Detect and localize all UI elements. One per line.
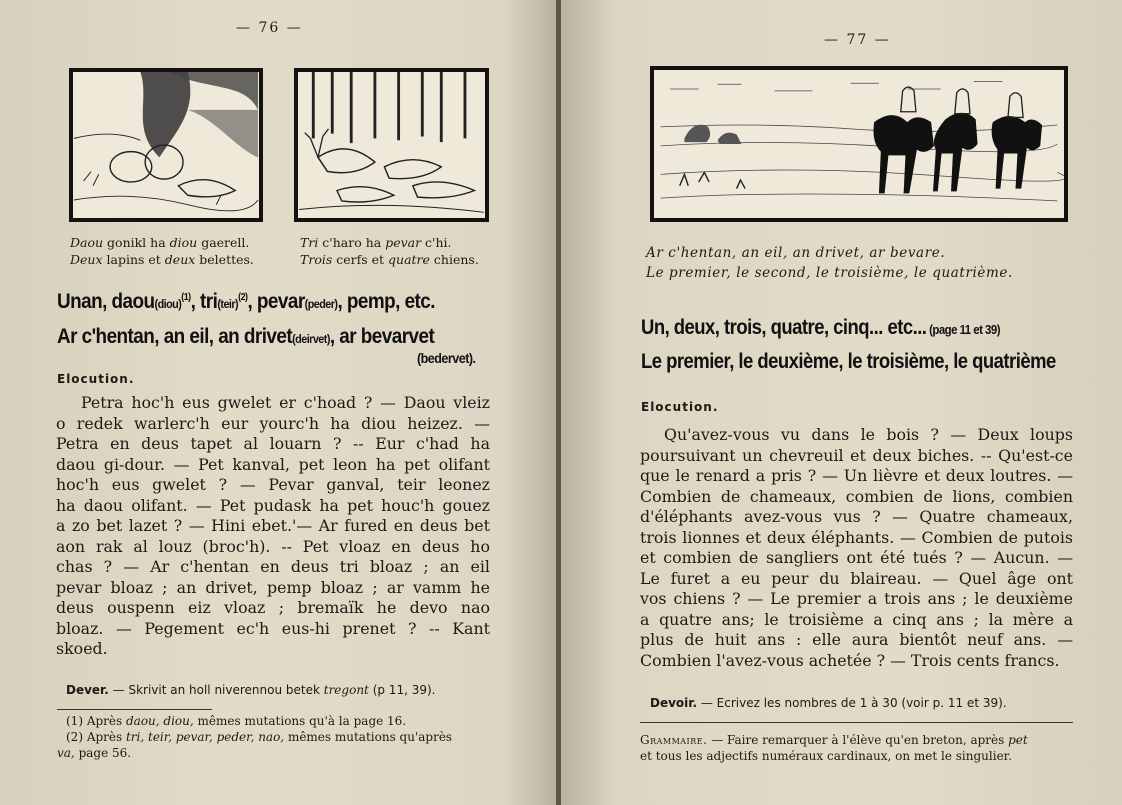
text-line: a zo bet lazet ? — Hini ebet.'— Ar fured en deus bet: [56, 516, 490, 535]
section-label-elocution-fr: Elocution.: [641, 400, 719, 414]
camels-desert-drawing: [654, 70, 1064, 218]
text-line: Combien l'avez-vous achetée ? — Trois cents francs.: [640, 650, 1060, 670]
heading-ordinals-breton: Ar c'hentan, an eil, an drivet(deirvet), ar bevarvet: [57, 325, 435, 348]
left-page: [0, 0, 558, 805]
caption-stags: Tri c'haro ha pevar c'hi. Trois cerfs et quatre chiens.: [300, 235, 479, 267]
page-number-76: — 76 —: [236, 20, 303, 36]
text-line: bloaz. — Pegement ec'h eus-hi prenet ? -- Kant: [56, 618, 490, 638]
text-line: hoc'h eus gwelet ? — Pevar ganval, teir leonez: [56, 475, 490, 494]
text-line: plus de huit ans : elle aura bientôt neuf ans. —: [640, 630, 1073, 649]
text-line: chas ? — Ar c'hentan en deus tri bloaz ; an eil: [56, 557, 490, 576]
elocution-text-french: [640, 425, 1073, 671]
footnote-1: (1) Après daou, diou, mêmes mutations qu'à la page 16.: [66, 714, 407, 728]
text-line: a quatre ans; le troisième a cinq ans ; la mère a: [640, 609, 1073, 629]
text-line: Qu'avez-vous vu dans le bois ? — Deux loups: [664, 425, 1073, 444]
right-page: [561, 0, 1122, 805]
text-line: Combien de chameaux, combien de lions, combien: [640, 486, 1073, 506]
text-line: o redek warlerc'h eur yourc'h ha diou heizez. —: [56, 413, 490, 433]
stags-dogs-drawing: [298, 72, 485, 218]
elocution-text-breton: [56, 393, 490, 660]
text-line: aon rak al louz (broc'h). -- Pet vloaz en deus ho: [56, 536, 490, 556]
heading-cardinals-breton: Unan, daou(diou)$^{(1)}$, tri(teir)$^{(2)}$, pevar(peder), pemp, etc.: [57, 290, 435, 313]
text-line: trois lionnes et deux éléphants. — Combien de putois: [640, 527, 1073, 547]
rabbits-weasels-illustration: [69, 68, 263, 222]
footnote-rule-right: [640, 722, 1073, 723]
exercise-dever: Dever. — Skrivit an holl niverennou betek tregont (p 11, 39).: [66, 683, 436, 697]
text-line: pevar bloaz ; an drivet, pemp bloaz ; ar vamm he: [56, 577, 490, 597]
section-label-elocution: Elocution.: [57, 372, 135, 386]
text-line: que le renard a pris ? — Un lièvre et deux loutres. —: [640, 466, 1073, 485]
grammar-note: Grammaire. — Faire remarquer à l'élève qu'en breton, après pet: [640, 733, 1028, 747]
heading-cardinals-french: Un, deux, trois, quatre, cinq... etc... (page 11 et 39): [641, 316, 1000, 339]
caption-camels-breton: Ar c'hentan, an eil, an drivet, ar bevare.: [646, 245, 946, 261]
text-line: Le furet a eu peur du blaireau. — Quel âge ont: [640, 568, 1073, 588]
camels-desert-illustration: [650, 66, 1068, 222]
caption-rabbits: Daou gonikl ha diou gaerell. Deux lapins et deux belettes.: [70, 235, 254, 267]
text-line: vos chiens ? — Le premier a trois ans ; le deuxième: [640, 589, 1073, 608]
exercise-devoir: Devoir. — Ecrivez les nombres de 1 à 30 (voir p. 11 et 39).: [650, 696, 1007, 710]
grammar-note-cont: et tous les adjectifs numéraux cardinaux, on met le singulier.: [640, 749, 1012, 763]
footnote-rule: [57, 709, 212, 710]
text-line: ha daou olifant. — Pet pudask ha pet houc'h gouez: [56, 495, 490, 515]
text-line: poursuivant un chevreuil et deux biches. -- Qu'est-ce: [640, 445, 1073, 465]
stags-dogs-illustration: [294, 68, 489, 222]
caption-camels-french: Le premier, le second, le troisième, le quatrième.: [646, 265, 1013, 281]
text-line: deus ouspenn eiz vloaz ; bremaïk he devo nao: [56, 598, 490, 617]
text-line: Petra en deus tapet al louarn ? -- Eur c'had ha: [56, 434, 490, 453]
heading-ordinals-french: Le premier, le deuxième, le troisième, le quatrième: [641, 350, 1056, 373]
text-line: daou gi-dour. — Pet kanval, pet leon ha pet olifant: [56, 454, 490, 474]
rabbits-weasels-drawing: [73, 72, 259, 218]
heading-ordinals-breton-cont: (bedervet).: [417, 350, 476, 366]
text-line: et combien de sangliers ont été tués ? — Aucun. —: [640, 548, 1073, 567]
page-number-77: — 77 —: [824, 32, 891, 48]
text-line: skoed.: [56, 639, 108, 658]
footnote-2-cont: va, page 56.: [57, 746, 132, 760]
footnote-2: (2) Après tri, teir, pevar, peder, nao, mêmes mutations qu'après: [66, 730, 453, 744]
text-line: d'éléphants avez-vous vus ? — Quatre chameaux,: [640, 507, 1073, 526]
text-line: Petra hoc'h eus gwelet er c'hoad ? — Daou vleiz: [81, 393, 490, 412]
